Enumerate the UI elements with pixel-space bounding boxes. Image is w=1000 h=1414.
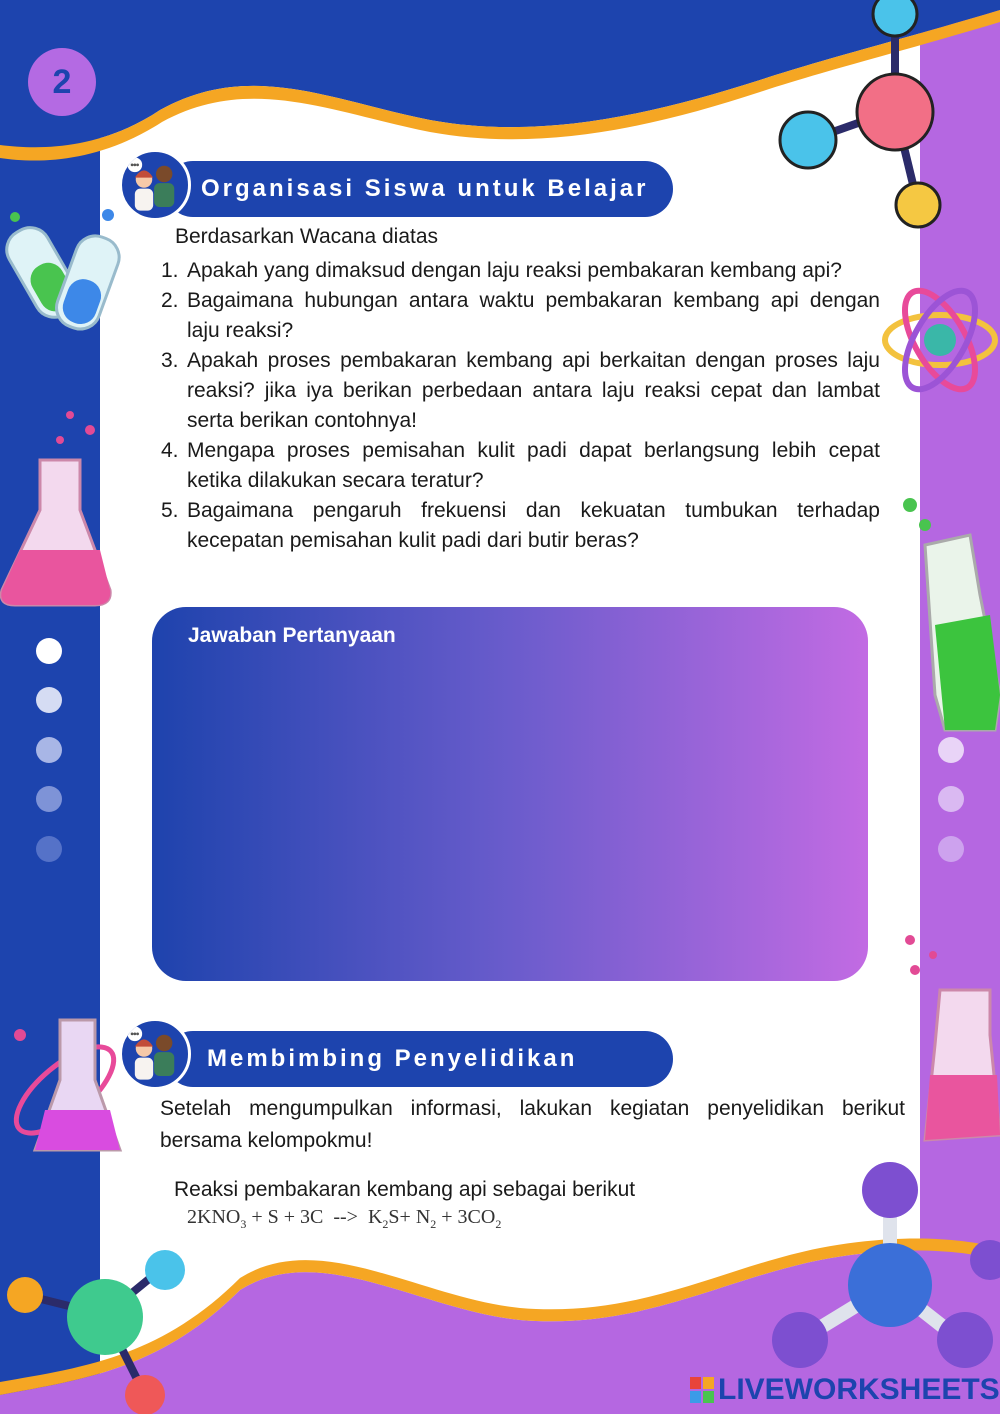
question-item: 5. Bagaimana pengaruh frekuensi dan kekuatan tumbukan terhadap kecepatan pemisahan kulit padi dari butir beras? [161,499,880,552]
section-title: Organisasi Siswa untuk Belajar [201,175,649,202]
liveworksheets-logo-icon [690,1377,714,1403]
question-item: 2. Bagaimana hubungan antara waktu pembakaran kembang api dengan laju reaksi? [161,289,880,342]
page-number-badge: 2 [28,48,96,116]
students-avatar [119,1018,191,1090]
question-item: 1. Apakah yang dimaksud dengan laju reaksi pembakaran kembang api? [161,259,842,282]
question-text: Bagaimana pengaruh frekuensi dan kekuatan tumbukan terhadap kecepatan pemisahan kulit padi dari butir beras? [187,499,880,552]
liveworksheets-logo: LIVEWORKSHEETS [690,1372,1000,1408]
question-text: Bagaimana hubungan antara waktu pembakaran kembang api dengan laju reaksi? [187,289,880,342]
green-flask-icon [895,495,1000,735]
section-header-organisasi [165,161,673,217]
molecule-icon [770,0,980,230]
section2-intro: Setelah mengumpulkan informasi, lakukan kegiatan penyelidikan berikut bersama kelompokmu! [160,1097,905,1152]
students-avatar [119,149,191,221]
section1-intro: Berdasarkan Wacana diatas [175,225,439,248]
decor-dot [938,737,964,763]
reaction-label: Reaksi pembakaran kembang api sebagai berikut [174,1178,636,1201]
decor-dot [36,786,62,812]
decor-dot [36,737,62,763]
bottom-left-molecule-icon [0,1245,200,1414]
section-header-membimbing [165,1031,673,1087]
decor-dot [36,638,62,664]
answer-box[interactable] [152,607,868,981]
pink-flask-icon [0,400,120,610]
atom-icon [880,270,1000,410]
questions-list [161,256,880,556]
question-item: 3. Apakah proses pembakaran kembang api berkaitan dengan proses laju reaksi? jika iya berikan perbedaan antara laju reaksi cepat dan lambat serta berikan contohnya! [161,349,880,432]
question-item: 4. Mengapa proses pemisahan kulit padi dapat berlangsung lebih cepat ketika dilakukan secara teratur? [161,439,880,492]
question-text: Mengapa proses pemisahan kulit padi dapat berlangsung lebih cepat ketika dilakukan secara teratur? [187,439,880,492]
answer-box-title: Jawaban Pertanyaan [188,624,396,647]
bottom-right-molecule-icon [760,1155,1000,1370]
left-atom-flask-icon [0,1010,130,1170]
test-tubes-icon [0,205,140,345]
students-icon [122,152,188,218]
right-pink-flask-icon [895,935,1000,1145]
question-text: Apakah yang dimaksud dengan laju reaksi pembakaran kembang api? [187,259,842,282]
section-title: Membimbing Penyelidikan [207,1045,578,1072]
students-icon [122,1021,188,1087]
question-text: Apakah proses pembakaran kembang api berkaitan dengan proses laju reaksi? jika iya berikan perbedaan antara laju reaksi cepat dan lambat serta berikan contohnya! [187,349,880,432]
decor-dot [938,786,964,812]
chemical-equation: $2KNO_3 + S + 3C$ --> $K_2S+ N_2 + 3CO_2$ [187,1206,502,1231]
decor-dot [938,836,964,862]
decor-dot [36,836,62,862]
decor-dot [36,687,62,713]
